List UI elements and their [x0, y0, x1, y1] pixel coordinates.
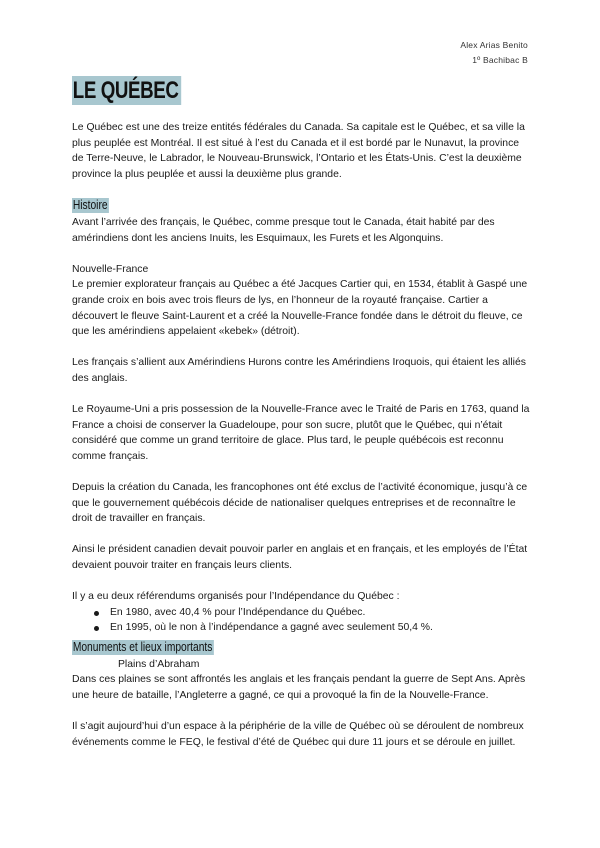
spacer [72, 703, 532, 719]
section-heading-monuments: Monuments et lieux importants [72, 640, 213, 654]
spacer [72, 246, 532, 262]
spacer [72, 574, 532, 590]
histoire-paragraph-4: Le Royaume-Uni a pris possession de la Nouvelle-France avec le Traité de Paris en 1763, quand la France a choisi de conserver la Guadeloupe, pour son sucre, plutôt que le Québec, qui n’était considéré que comme un grand territoire de glace. Plus tard, le peuple québécois est reconnu comme français. [72, 404, 530, 462]
histoire-subheading: Nouvelle-France [72, 263, 149, 275]
page-title: LE QUÉBEC [72, 76, 181, 105]
section-heading-histoire: Histoire [72, 198, 108, 213]
author-name: Alex Arias Benito [460, 40, 528, 50]
author-class: 1º Bachibac B [472, 55, 528, 65]
spacer [72, 527, 532, 543]
spacer [72, 340, 532, 356]
histoire-paragraph-6: Ainsi le président canadien devait pouvoir parler en anglais et en français, et les employés de l’État devaient pouvoir traiter en français leurs clients. [72, 544, 528, 572]
list-item: En 1995, où le non à l’indépendance a gagné avec seulement 50,4 %. [110, 620, 532, 636]
list-item: En 1980, avec 40,4 % pour l’Indépendance du Québec. [110, 605, 532, 621]
histoire-paragraph-1: Avant l’arrivée des français, le Québec, comme presque tout le Canada, était habité par des amérindiens dont les anciens Inuits, les Esquimaux, les Furets et les Algonquins. [72, 216, 495, 244]
document-body [72, 120, 532, 750]
author-block [460, 38, 528, 68]
monuments-subheading: Plains d’Abraham [118, 658, 200, 670]
spacer [72, 182, 532, 194]
intro-paragraph: Le Québec est une des treize entités fédérales du Canada. Sa capitale est le Québec, et sa ville la plus peuplée est Montréal. Il est situé à l’est du Canada et il est bordé par le Nunavut, la province de Terre-Neuve, le Labrador, le Nouveau-Brunswick, l’Ontario et les États-Unis. C’est la deuxième province la plus peuplée et aussi la deuxième plus grande. [72, 122, 525, 180]
histoire-paragraph-7: Il y a eu deux référendums organisés pour l’Indépendance du Québec : [72, 591, 400, 603]
title-wrap [72, 76, 212, 105]
monuments-paragraph-2: Il s’agit aujourd’hui d’un espace à la périphérie de la ville de Québec où se déroulent de nombreux événements comme le FEQ, le festival d’été de Québec qui dure 11 jours et se déroule en juillet. [72, 720, 524, 748]
referendum-list [72, 605, 532, 636]
histoire-paragraph-3: Les français s’allient aux Amérindiens Hurons contre les Amérindiens Iroquois, qui étaient les alliés des anglais. [72, 357, 526, 384]
spacer [72, 464, 532, 480]
monuments-paragraph-1: Dans ces plaines se sont affrontés les anglais et les français pendant la guerre de Sept Ans. Après une heure de bataille, l’Angleterre a gagné, ce qui a provoqué la fin de la Nouvelle-France. [72, 674, 526, 701]
histoire-paragraph-2: Le premier explorateur français au Québec a été Jacques Cartier qui, en 1534, établit à Gaspé une grande croix en bois avec trois fleurs de lys, en l’honneur de la royauté française. Cartier a découvert le fleuve Saint-Laurent et a créé la Nouvelle-France fondée dans le détroit du fleuve, ce que les amérindiens appelaient «kebek» (détroit). [72, 279, 528, 338]
histoire-paragraph-5: Depuis la création du Canada, les francophones ont été exclus de l’activité économique, jusqu’à ce que le gouvernement québécois décide de nationaliser quelques entreprises et de reconnaître le droit de travailler en français. [72, 482, 528, 525]
spacer [72, 387, 532, 403]
